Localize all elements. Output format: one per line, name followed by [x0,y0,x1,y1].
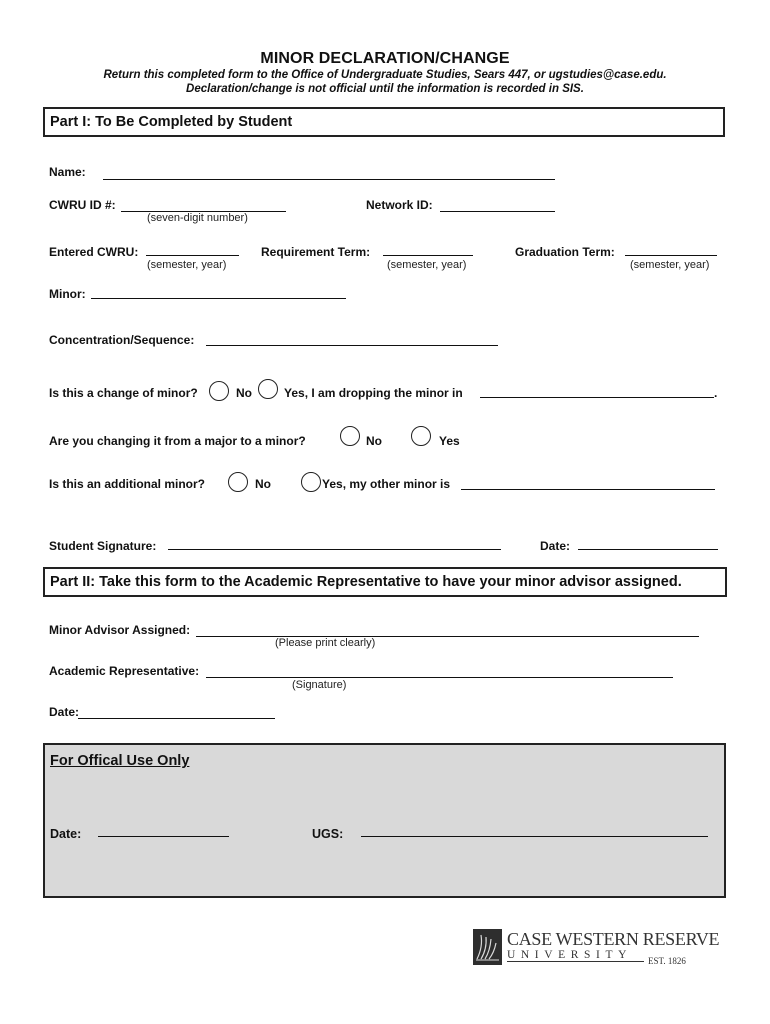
official-ugs-label: UGS: [312,827,344,841]
q-change-minor-label: Is this a change of minor? [49,386,198,400]
form-title: MINOR DECLARATION/CHANGE [260,50,510,67]
entered-cwru-label: Entered CWRU: [49,245,139,259]
cwru-id-hint: (seven-digit number) [147,212,248,224]
student-date-field[interactable] [578,549,718,550]
minor-field[interactable] [91,298,346,299]
q-major-to-minor-yes-label: Yes [439,434,460,448]
q-change-minor-yes-radio[interactable] [258,379,278,399]
student-date-label: Date: [540,539,571,553]
q-major-to-minor-label: Are you changing it from a major to a minor? [49,434,306,448]
official-date-field[interactable] [98,836,229,837]
part2-heading-box [43,567,727,597]
name-label: Name: [49,165,86,179]
part2-date-label: Date: [49,705,80,719]
part1-heading-box [43,107,725,137]
logo-line1: CASE WESTERN RESERVE [507,929,720,949]
advisor-field[interactable] [196,636,699,637]
part2-heading: Part II: Take this form to the Academic Representative to have your minor advisor assigned. [50,574,682,590]
name-field[interactable] [103,179,555,180]
q-change-minor-no-radio[interactable] [209,381,229,401]
student-signature-field[interactable] [168,549,501,550]
network-id-label: Network ID: [366,198,433,212]
concentration-field[interactable] [206,345,498,346]
q-additional-minor-no-label: No [255,477,271,491]
graduation-term-field[interactable] [625,255,717,256]
cwru-id-label: CWRU ID #: [49,198,116,212]
requirement-term-field[interactable] [383,255,473,256]
q-change-minor-yes-label: Yes, I am dropping the minor in [284,386,463,400]
q-major-to-minor-yes-radio[interactable] [411,426,431,446]
official-ugs-field[interactable] [361,836,708,837]
q-additional-minor-yes-label: Yes, my other minor is [322,477,451,491]
form-disclaimer: Declaration/change is not official until the information is recorded in SIS. [186,83,584,95]
q-additional-minor-no-radio[interactable] [228,472,248,492]
logo-rule [507,961,644,962]
student-signature-label: Student Signature: [49,539,157,553]
advisor-hint: (Please print clearly) [275,637,376,649]
q-major-to-minor-no-label: No [366,434,382,448]
entered-cwru-hint: (semester, year) [147,259,227,271]
minor-label: Minor: [49,287,86,301]
network-id-field[interactable] [440,211,555,212]
advisor-label: Minor Advisor Assigned: [49,623,191,637]
official-date-label: Date: [50,827,82,841]
part2-date-field[interactable] [78,718,275,719]
dropped-minor-field[interactable] [480,397,714,398]
university-seal-icon [473,929,502,965]
graduation-term-hint: (semester, year) [630,259,710,271]
entered-cwru-field[interactable] [146,255,239,256]
university-logo [473,927,720,969]
form-instructions: Return this completed form to the Office of Undergraduate Studies, Sears 447, or ugstudies@case.edu. [103,69,667,81]
official-use-box [43,743,726,898]
academic-rep-hint: (Signature) [292,679,347,691]
q-additional-minor-label: Is this an additional minor? [49,477,206,491]
q-change-minor-no-label: No [236,386,252,400]
q-change-minor-period: . [714,386,718,400]
q-major-to-minor-no-radio[interactable] [340,426,360,446]
graduation-term-label: Graduation Term: [515,245,615,259]
part1-heading: Part I: To Be Completed by Student [50,114,293,130]
other-minor-field[interactable] [461,489,715,490]
concentration-label: Concentration/Sequence: [49,333,195,347]
logo-est: EST. 1826 [648,956,686,966]
q-additional-minor-yes-radio[interactable] [301,472,321,492]
academic-rep-label: Academic Representative: [49,664,200,678]
official-use-heading: For Offical Use Only [50,753,190,769]
logo-line2: UNIVERSITY [507,949,632,961]
requirement-term-hint: (semester, year) [387,259,467,271]
requirement-term-label: Requirement Term: [261,245,371,259]
academic-rep-field[interactable] [206,677,673,678]
